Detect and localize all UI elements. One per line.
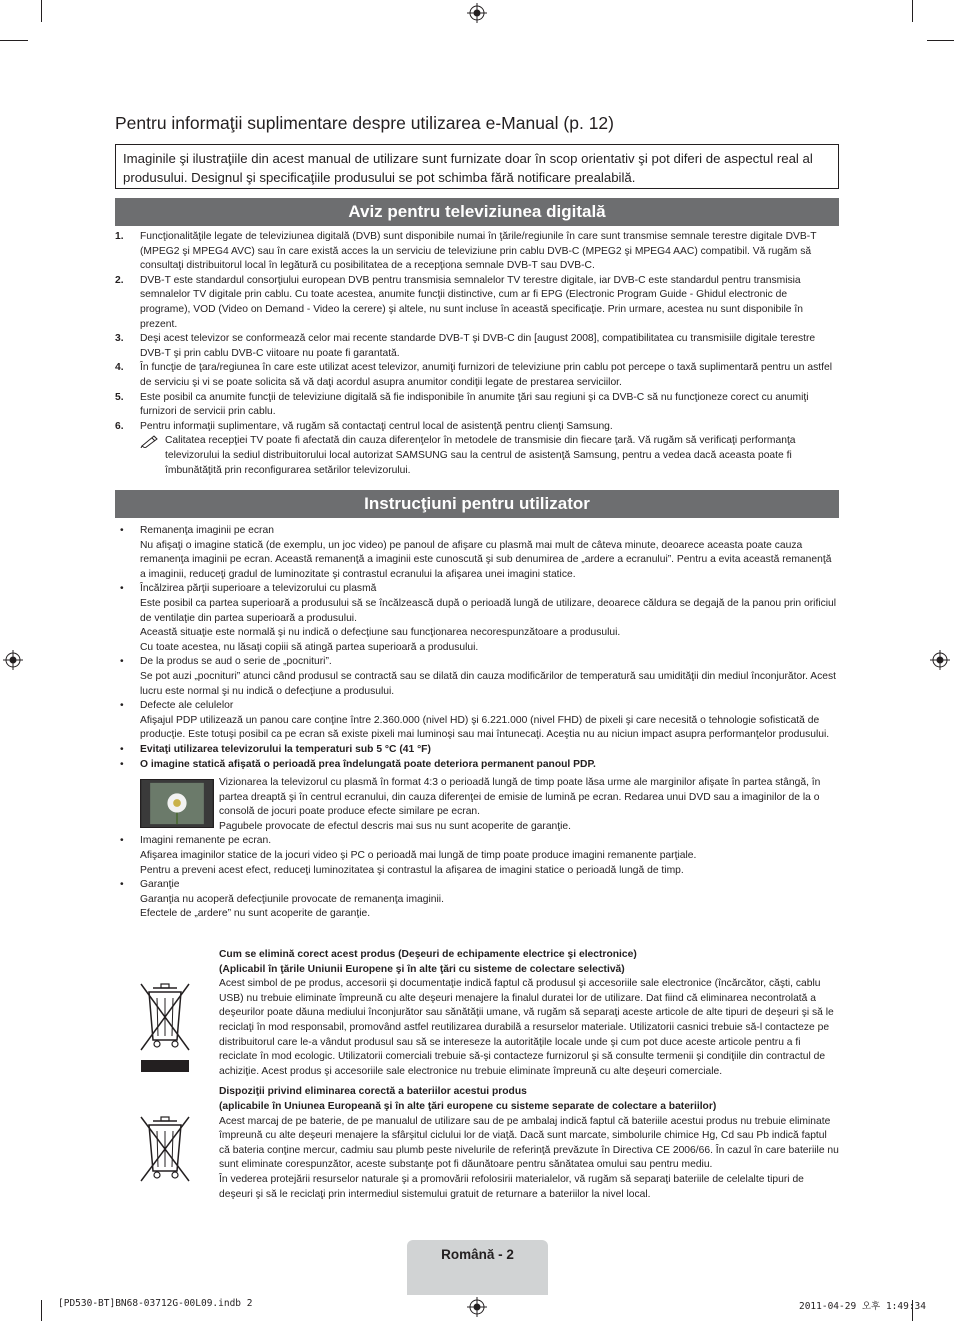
user-instructions-list [115,524,839,922]
disposal-title: Cum se elimină corect acest produs (Deşeuri de echipamente electrice şi electronice) [219,949,637,960]
figure-text: Pagubele provocate de efectul descris mai sus nu sunt acoperite de garanţie. [219,820,572,832]
registration-mark-icon [467,3,487,23]
item-text: Se pot auzi „pocnituri” atunci când produsul se contractă sau se dilată din cauza modificărilor de temperatură sau umidităţii din mediul înconjurător. Acest lucru este normal şi nu indică o defecţiune a produsului. [140,670,836,697]
section-heading-user-instructions: Instrucţiuni pentru utilizator [115,490,839,518]
list-item [115,655,839,699]
list-number: 5. [115,391,124,403]
list-item [115,758,839,773]
list-item-text: Funcţionalităţile legate de televiziunea digitală (DVB) sunt disponibile numai în ţările/regiunile în care sunt transmise semnale terestre digitale DVB-T (MPEG2 şi MPEG4 AVC) sau în care există acces la un serviciu de televiziune prin cablu DVB-C (MPEG2 şi MPEG4 AAC) compatibil. Vă rugăm să consultaţi distribuitorul local în legătură cu posibilitatea de a recepţiona semnale DVB-T sau DVB-C. [140,231,817,272]
crop-mark [927,40,954,41]
list-item-text: Pentru informaţii suplimentare, vă rugăm să contactaţi centrul local de asistenţă pentru clienţi Samsung. [140,420,613,432]
list-item [115,743,839,758]
bullet-icon: • [120,525,124,536]
item-text: Afişarea imaginilor statice de la jocuri video şi PC o perioadă mai lungă de timp poate produce imagini remanente parţiale. [140,850,697,862]
battery-subtitle: (aplicabile în Uniunea Europeană şi în alte ţări europene cu sisteme separate de colectare a bateriilor) [219,1100,717,1112]
list-item-text: DVB-T este standardul consorţiului european DVB pentru transmisia semnalelor TV terestre digitale, iar DVB-C este standardul pentru transmisia semnalelor TV digitale prin cablu. Cu toate acestea, anumite funcţii distinctive, cum ar fi EPG (Electronic Program Guide - Ghidul electronic de programe), VOD (Video on Demand - Video la cerere) şi altele, nu sunt incluse în această specificaţie. Prin urmare, acestea nu sunt disponibile în prezent. [140,274,803,330]
disposal-section [115,948,839,1202]
note [140,434,839,478]
list-item [115,878,839,922]
list-item [115,391,839,420]
list-number: 4. [115,362,124,374]
item-title: O imagine statică afişată o perioadă prea îndelungată poate deteriora permanent panoul PDP. [140,758,596,770]
figure-text: Vizionarea la televizorul cu plasmă în format 4:3 o perioadă lungă de timp poate lăsa urme ale marginilor afişate în partea stângă, în partea dreaptă şi în centrul ecranului, din cauza diferenţei de emisie de lumină pe ecran. Redarea unui DVD sau a imaginilor de la o consolă de jocuri poate produce efecte similare pe ecran. [219,777,821,818]
item-title: Evitaţi utilizarea televizorului la temperaturi sub 5 °C (41 °F) [140,743,431,755]
bullet-icon: • [120,743,124,755]
item-text: Efectele de „ardere” nu sunt acoperite de garanţie. [140,908,371,920]
bullet-icon: • [120,835,124,847]
item-text: Nu afişaţi o imagine statică (de exemplu, un joc video) pe panoul de afişare cu plasmă mai mult de câteva minute, deoarece aceasta poate cauza remanenţa imaginii pe ecran. Această remanenţă a imaginii este cunoscută şi sub denumirea de „ardere a ecranului”. Pentru a evita această remanenţă a imaginii, reduceţi gradul de luminozitate şi contrastul ecranului la afişarea unei imagini statice. [140,539,832,580]
registration-mark-icon [930,650,950,670]
disposal-text: Acest simbol de pe produs, accesorii şi documentaţie indică faptul că produsul şi accesoriile sale electronice (încărcător, căşti, cablu USB) nu trebuie eliminate împreună cu alte deşeuri menajere la finalul duratei lor de utilizare. Dat fiind că eliminarea necontrolată a deşeurilor poate dăuna mediului înconjurător sau sănătăţii umane, vă rugăm să separaţi aceste articole de alte tipuri de deşeuri şi să le reciclaţi în mod responsabil, promovând astfel reutilizarea durabilă a resurselor materiale. Utilizatorii casnici trebuie să-l contacteze pe distribuitorul care le-a vândut produsul sau să se intereseze la autorităţile locale unde şi cum pot duce aceste articole pentru a fi reciclate în mod ecologic. Utilizatorii comerciali trebuie să-şi contacteze furnizorul şi să consulte termenii şi condiţiile din contractul de achiziţie. Acest produs şi accesoriile sale electronice nu trebuie eliminate împreună cu alte deşeuri comerciale. [219,978,834,1077]
list-number: 6. [115,420,124,432]
list-item [115,834,839,878]
tv-figure [115,776,839,834]
item-title: De la produs se aud o serie de „pocnituri”. [140,656,332,668]
disposal-subtitle: (Aplicabil în ţările Uniunii Europene şi în alte ţări cu sisteme de colectare selectivă) [219,963,625,975]
bullet-icon: • [120,879,124,891]
item-text: Pentru a preveni acest efect, reduceţi luminozitatea şi contrastul la afişarea de imagini statice o perioadă lungă de timp. [140,864,684,876]
section-heading-digital-tv: Aviz pentru televiziunea digitală [115,198,839,226]
list-number: 3. [115,333,124,345]
item-title: Încălzirea părţii superioare a televizorului cu plasmă [140,583,377,595]
weee-block [115,948,839,1079]
bullet-icon: • [120,656,124,668]
list-item [115,699,839,743]
page-number: Română - 2 [441,1247,514,1262]
crop-mark [41,1300,42,1321]
bullet-icon: • [120,758,124,770]
list-item [115,230,839,274]
battery-bin-icon [135,1113,195,1183]
bullet-icon: • [120,583,124,595]
crop-mark [912,0,913,22]
item-title: Imagini remanente pe ecran. [140,835,272,847]
page-number-tab [407,1240,548,1295]
item-text: Această situaţie este normală şi nu indică o defecţiune sau funcţionarea necorespunzătoare a produsului. [140,627,621,639]
list-item [115,274,839,332]
battery-text: Acest marcaj de pe baterie, de pe manualul de utilizare sau de pe ambalaj indică faptul că bateriile acestui produs nu trebuie eliminate împreună cu alte deşeuri menajere la sfârşitul ciclului lor de viaţă. Dacă sunt marcate, simbolurile chimice Hg, Cd sau Pb indică faptul că bateria conţine mercur, cadmiu sau plumb peste nivelurile de referinţă prevăzute în Directiva CE 2006/66. În cazul în care bateriile nu sunt eliminate corespunzător, aceste substanţe pot fi dăunătoare pentru sănătatea omului sau pentru mediu. [219,1115,839,1171]
crop-mark [41,0,42,22]
item-text: Garanţia nu acoperă defecţiunile provocate de remanenţa imaginii. [140,893,444,905]
note-text: Calitatea recepţiei TV poate fi afectată din cauza diferenţelor în metodele de transmisie din fiecare ţară. Vă rugăm să verificaţi performanţa televizorului la sediul distribuitorului local autorizat SAMSUNG sau la centrul de asistenţă Samsung, pentru a vedea dacă aceasta poate fi îmbunătăţită prin reconfigurarea setărilor televizorului. [165,435,796,476]
digital-tv-notice-list [115,230,839,478]
page-title: Pentru informaţii suplimentare despre utilizarea e-Manual (p. 12) [115,113,614,133]
battery-text: În vederea protejării resurselor naturale şi a promovării refolosirii materialelor, vă rugăm să separaţi bateriile de celelalte tipuri de deşeuri şi să le reciclaţi prin intermediul sistemului gratuit de returnare a bateriilor la nivel local. [219,1173,804,1200]
disclaimer-box: Imaginile şi ilustraţiile din acest manual de utilizare sunt furnizate doar în scop orientativ şi pot diferi de aspectul real al produsului. Designul şi specificaţiile produsului se pot schimba fără notificare prealabilă. [115,144,839,189]
item-title: Defecte ale celulelor [140,700,234,712]
item-title: Garanţie [140,879,180,891]
registration-mark-icon [467,1297,487,1317]
list-item-text: Este posibil ca anumite funcţii de televiziune digitală să fie indisponibile în anumite ţări sau regiuni şi ca DVB-C să nu funcţioneze corect cu anumiţi furnizori de servicii prin cablu. [140,391,809,418]
item-text: Afişajul PDP utilizează un panou care conţine între 2.360.000 (nivel HD) şi 6.221.000 (nivel FHD) de pixeli şi care necesită o tehnologie sofisticată de producţie. Este totuşi posibil ca pe ecran să existe pixeli mai luminoşi sau mai întunecaţi. Aceştia nu au niciun impact asupra performanţelor produsului. [140,714,830,741]
tv-static-image-icon [140,779,214,828]
list-item [115,524,839,582]
list-item-text: Deşi acest televizor se conformează celor mai recente standarde DVB-T şi DVB-C din [august 2008], compatibilitatea cu transmisiile digitale terestre DVB-T şi prin cablu DVB-C viitoare nu poate fi garantată. [140,333,816,359]
registration-mark-icon [3,650,23,670]
list-item [115,420,839,478]
list-number: 2. [115,274,124,286]
list-item [115,361,839,390]
footer-timestamp: 2011-04-29 오후 1:49:34 [798,1301,926,1312]
list-item [115,582,839,655]
item-text: Cu toate acestea, nu lăsaţi copiii să atingă partea superioară a produsului. [140,641,479,653]
battery-title: Dispoziţii privind eliminarea corectă a bateriilor acestui produs [219,1086,527,1098]
crop-mark [0,40,28,41]
list-number: 1. [115,231,124,242]
list-item [115,332,839,361]
footer-file-info: [PD530-BT]BN68-03712G-00L09.indb 2 [58,1298,253,1309]
weee-bin-icon [135,980,195,1076]
note-pencil-icon [140,434,160,448]
bullet-icon: • [120,700,124,712]
item-text: Este posibil ca partea superioară a produsului să se încălzească după o perioadă lungă de utilizare, deoarece căldura se degajă de la panou prin orificiul de ventilaţie din partea superioară a produsului. [140,597,837,624]
battery-block [115,1085,839,1202]
list-item-text: În funcţie de ţara/regiunea în care este utilizat acest televizor, anumiţi furnizori de televiziune prin cablu pot percepe o taxă suplimentară pentru un astfel de serviciu şi vi se poate solicita să vă daţi acordul asupra anumitor condiţii legate de prestarea serviciilor. [140,362,833,388]
item-title: Remanenţa imaginii pe ecran [140,525,274,536]
